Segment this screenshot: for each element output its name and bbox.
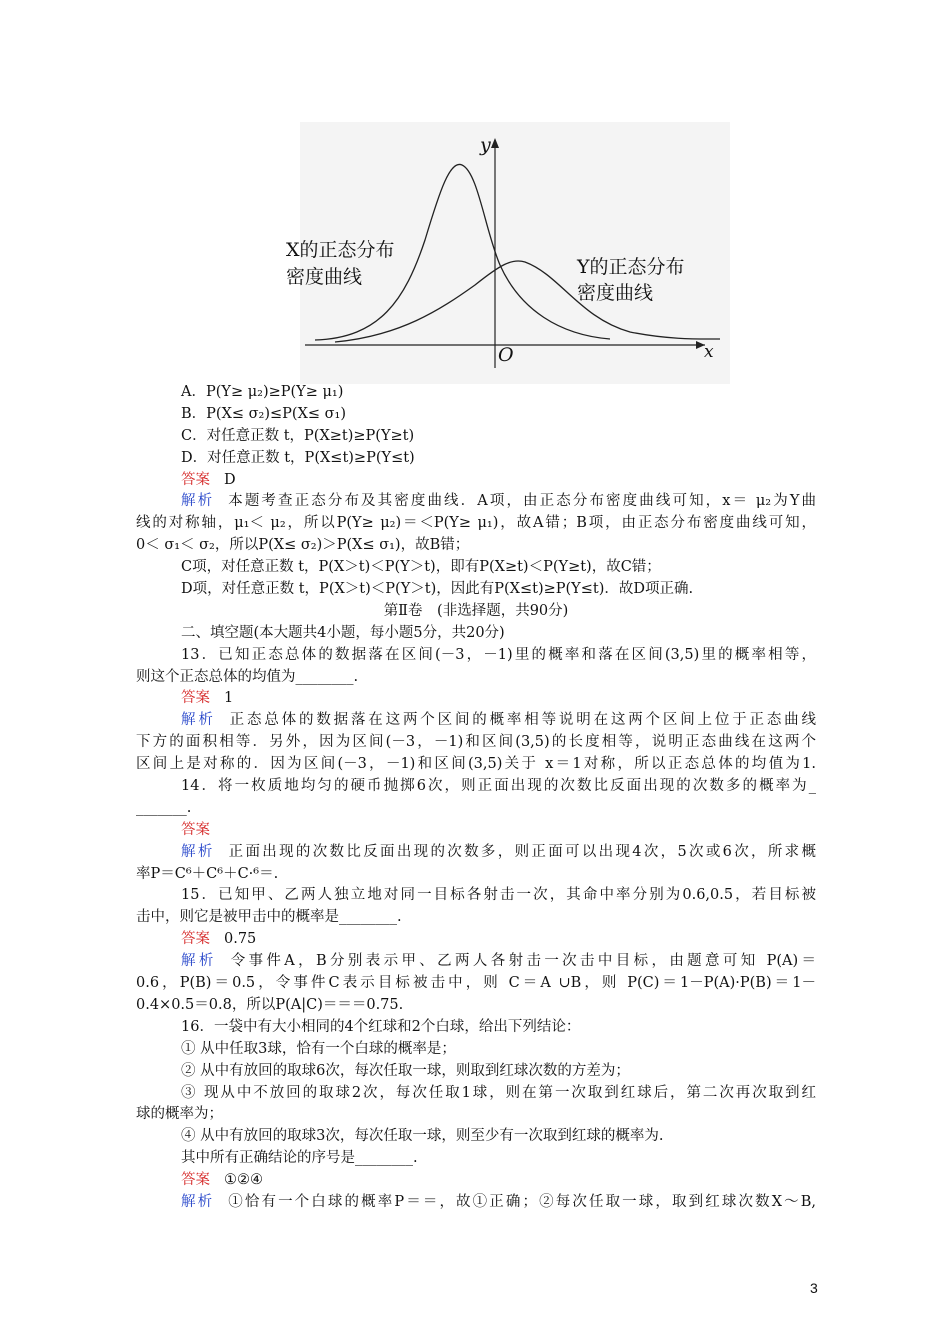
- text-line: 下方的面积相等．另外，因为区间(－3，－1)和区间(3,5)的长度相等，说明正态曲线在这两个: [136, 734, 816, 751]
- option-d: D．对任意正数 t，P(X≤t)≥P(Y≤t): [181, 449, 415, 466]
- origin-label: O: [498, 344, 514, 366]
- text-line: 击中，则它是被甲击中的概率是________.: [136, 909, 402, 926]
- analysis-text: 正面出现的次数比反面出现的次数多，则正面可以出现4次，5次或6次，所求概: [228, 843, 816, 860]
- statement-3: ③ 现从中不放回的取球2次，每次任取1球，则在第一次取到红球后，第二次再次取到红: [181, 1084, 816, 1101]
- y-curve-label-line2: 密度曲线: [577, 282, 654, 304]
- section-subtitle: 二、填空题(本大题共4小题，每小题5分，共20分): [181, 624, 505, 641]
- y-curve-label: Y的正态分布: [577, 256, 685, 278]
- text-line: _______.: [136, 799, 192, 816]
- text-line: 0.6，P(B)＝0.5，令事件C表示目标被击中，则 C＝A ∪B，则 P(C)＝1－P(A)·P(B)＝1－: [136, 975, 816, 992]
- analysis-label: 解析: [181, 953, 217, 970]
- question-14: 14．将一枚质地均匀的硬币抛掷6次，则正面出现的次数比反面出现的次数多的概率为_: [181, 778, 816, 795]
- answer-line: [136, 820, 816, 842]
- answer-label: 答案: [181, 471, 210, 488]
- statement-1: ① 从中任取3球，恰有一个白球的概率是；: [181, 1040, 456, 1057]
- answer-line: [136, 1170, 816, 1192]
- option-b: B．P(X≤ σ₂)≤P(X≤ σ₁): [181, 405, 347, 422]
- statement-2: ② 从中有放回的取球6次，每次任取一球，则取到红球次数的方差为；: [181, 1062, 630, 1079]
- answer-label: 答案: [181, 931, 210, 948]
- analysis-text: 正态总体的数据落在这两个区间的概率相等说明在这两个区间上位于正态曲线: [229, 712, 816, 729]
- question-13: 13．已知正态总体的数据落在区间(－3，－1)里的概率和落在区间(3,5)里的概率相等，: [181, 646, 816, 663]
- analysis-text: 令事件A，B分别表示甲、乙两人各射击一次击中目标，由题意可知 P(A)＝: [230, 953, 816, 970]
- text-line: 则这个正态总体的均值为________.: [136, 668, 359, 685]
- answer-line: [136, 688, 816, 710]
- x-curve-label-line2: 密度曲线: [286, 266, 363, 288]
- analysis-line: [136, 842, 816, 864]
- answer-label: 答案: [181, 690, 210, 707]
- question-15: 15．已知甲、乙两人独立地对同一目标各射击一次，其命中率分别为0.6,0.5，若目标被: [181, 887, 816, 904]
- section-title: 第Ⅱ卷 (非选择题，共90分): [383, 602, 569, 619]
- x-axis-label: x: [704, 342, 714, 362]
- option-a: A．P(Y≥ μ₂)≥P(Y≥ μ₁): [181, 384, 344, 400]
- answer-label: 答案: [181, 821, 210, 838]
- text-line: D项，对任意正数 t，P(X＞t)＜P(Y＞t)，因此有P(X≤t)≥P(Y≤t)．故D项正确.: [181, 581, 694, 598]
- analysis-label: 解析: [181, 843, 215, 860]
- analysis-label: 解析: [181, 1193, 215, 1210]
- text-line: C项，对任意正数 t，P(X＞t)＜P(Y＞t)，即有P(X≥t)＜P(Y≥t)，故C错；: [181, 559, 661, 576]
- text-line: 0＜ σ₁＜ σ₂，所以P(X≤ σ₂)＞P(X≤ σ₁)，故B错；: [136, 537, 470, 554]
- analysis-line: [136, 1192, 816, 1214]
- text-line: 率P＝C⁶＋C⁶＋C·⁶＝.: [136, 865, 279, 882]
- analysis-line: [136, 951, 816, 973]
- question-16: 16．一袋中有大小相同的4个红球和2个白球，给出下列结论：: [181, 1018, 581, 1035]
- answer-value: 1: [224, 690, 234, 707]
- answer-value: ①②④: [224, 1172, 263, 1189]
- analysis-label: 解析: [181, 493, 215, 510]
- text-line: 线的对称轴，μ₁＜ μ₂，所以P(Y≥ μ₂)＝＜P(Y≥ μ₁)，故A错；B项，由正态分布密度曲线可知，: [136, 515, 816, 532]
- answer-value: 0.75: [224, 931, 257, 948]
- analysis-line: [136, 491, 816, 513]
- text-line: 0.4×0.5＝0.8，所以P(A|C)＝＝＝0.75.: [136, 996, 404, 1013]
- document-body: [136, 382, 816, 1214]
- answer-line: [136, 929, 816, 951]
- option-c: C．对任意正数 t，P(X≥t)≥P(Y≥t): [181, 427, 415, 444]
- analysis-label: 解析: [181, 712, 216, 729]
- analysis-text: 本题考查正态分布及其密度曲线．A项，由正态分布密度曲线可知，x＝ μ₂为Y曲: [228, 493, 816, 510]
- analysis-text: ①恰有一个白球的概率P＝＝，故①正确；②每次任取一球，取到红球次数X～B,: [228, 1193, 816, 1210]
- text-line: 区间上是对称的．因为区间(－3，－1)和区间(3,5)关于 x＝1对称，所以正态总体的均值为1.: [136, 756, 816, 773]
- y-axis-label: y: [480, 134, 491, 156]
- normal-distribution-figure: [286, 122, 730, 384]
- answer-value: D: [224, 471, 236, 488]
- answer-label: 答案: [181, 1172, 210, 1189]
- x-curve-label: X的正态分布: [286, 239, 395, 261]
- analysis-line: [136, 710, 816, 732]
- answer-line: [136, 470, 816, 492]
- text-line: 其中所有正确结论的序号是________.: [181, 1150, 418, 1167]
- page-number: 3: [810, 1280, 818, 1296]
- text-line: 球的概率为；: [136, 1106, 223, 1123]
- statement-4: ④ 从中有放回的取球3次，每次任取一球，则至少有一次取到红球的概率为.: [181, 1128, 664, 1145]
